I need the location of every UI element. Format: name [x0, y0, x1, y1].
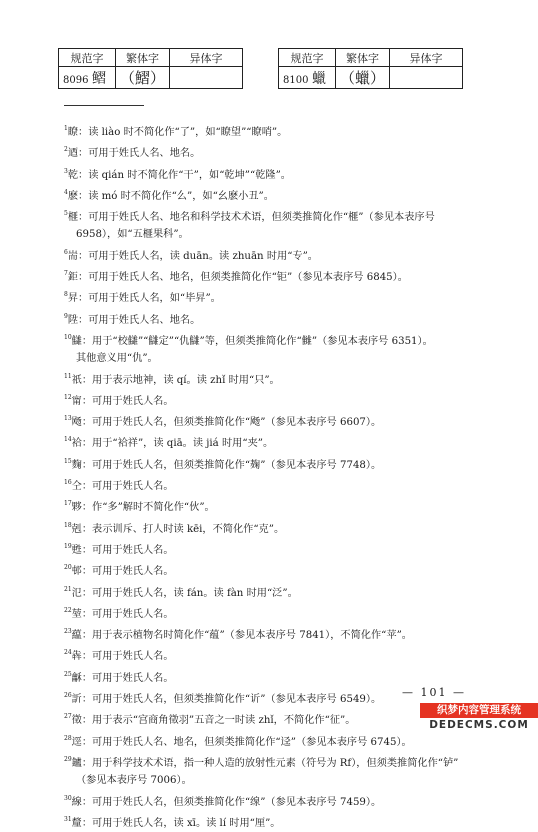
footnote-text: 麴：可用于姓氏人名，但须类推简化作“麹”（参见本表序号 7748）。 — [71, 459, 382, 471]
header-standard: 规范字 — [279, 49, 336, 67]
footnote-number: 2 — [64, 146, 68, 154]
footnote-number: 20 — [64, 564, 72, 572]
footnote-number: 23 — [64, 628, 72, 636]
footnote-item — [64, 559, 504, 580]
footnote-number: 24 — [64, 649, 72, 657]
footnote-item — [64, 453, 504, 474]
footnote-text: 陞：可用于姓氏人名、地名。 — [67, 314, 201, 326]
footnote-number: 31 — [64, 815, 72, 823]
footnote-item — [64, 265, 504, 286]
footnote-text: 甯：可用于姓氏人名。 — [71, 395, 174, 407]
footnote-text: 剋：表示训斥、打人时读 kēi，不简化作“克”。 — [71, 523, 285, 535]
char-code: 8096 — [63, 74, 89, 86]
footnote-number: 18 — [64, 521, 72, 529]
footnote-item — [64, 205, 504, 226]
footnote-text: 耑：可用于姓氏人名，读 duān。读 zhuān 时用“专”。 — [67, 250, 318, 262]
footnote-continuation: 其他意义用“仇”。 — [76, 353, 158, 365]
footnote-item — [64, 120, 504, 141]
footnote-text: 乾：读 qián 时不简化作“干”，如“乾坤”“乾隆”。 — [67, 169, 291, 181]
footnote-continuation: （参见本表序号 7006）。 — [76, 775, 192, 787]
footnote-item — [64, 538, 504, 559]
footnote-item — [64, 666, 504, 687]
footnote-number: 19 — [64, 542, 72, 550]
footnote-item — [64, 368, 504, 389]
footnote-item — [64, 410, 504, 431]
char-table-8096 — [58, 48, 243, 89]
footnote-number: 3 — [64, 167, 68, 175]
footnote-item — [64, 329, 504, 350]
footnote-number: 22 — [64, 606, 72, 614]
footnote-text: 釐：可用于姓氏人名，读 xī。读 lí 时用“厘”。 — [71, 817, 281, 829]
header-variant: 异体字 — [170, 49, 243, 67]
footnote-number: 15 — [64, 457, 72, 465]
variant-char — [390, 67, 463, 89]
footnote-text: 鑪：用于科学技术术语，指一种人造的放射性元素（符号为 Rf），但须类推简化作“𬬻” — [71, 757, 459, 769]
footnote-number: 11 — [64, 372, 72, 380]
footnote-text: 線：可用于姓氏人名，但须类推简化作“缐”（参见本表序号 7459）。 — [71, 796, 382, 808]
footnote-item — [64, 141, 504, 162]
footnote-number: 17 — [64, 500, 72, 508]
footnote-number: 5 — [64, 210, 68, 218]
footnote-divider — [64, 105, 144, 106]
watermark-title: 织梦内容管理系统 — [420, 703, 538, 718]
footnote-text: 夥：作“多”解时不简化作“伙”。 — [71, 502, 215, 514]
page-number: — 101 — — [402, 686, 466, 699]
footnote-text: 氾：可用于姓氏人名，读 fán。读 fàn 时用“泛”。 — [71, 587, 298, 599]
footnote-item — [64, 602, 504, 623]
footnote-text: 鉅：可用于姓氏人名、地名，但须类推简化作“钜”（参见本表序号 6845）。 — [67, 272, 408, 284]
footnote-item — [64, 811, 504, 832]
footnote-text: 堃：可用于姓氏人名。 — [71, 608, 174, 620]
footnote-text: 昇：可用于姓氏人名，如“毕昇”。 — [67, 293, 221, 305]
footnote-number: 4 — [64, 188, 68, 196]
standard-char-cell — [59, 67, 116, 89]
footnote-item — [64, 184, 504, 205]
footnote-item — [64, 389, 504, 410]
footnote-item — [64, 286, 504, 307]
footnote-text: 瞭：读 liào 时不简化作“了”，如“瞭望”“瞭哨”。 — [67, 127, 288, 138]
footnote-item — [64, 244, 504, 265]
footnote-number: 14 — [64, 436, 72, 444]
standard-char-cell — [279, 67, 336, 89]
footnote-item — [64, 163, 504, 184]
header-variant: 异体字 — [390, 49, 463, 67]
footnote-text: 袷：用于“袷祥”，读 qiā。读 jiá 时用“夹”。 — [71, 438, 274, 450]
footnote-number: 10 — [64, 333, 72, 341]
footnote-number: 25 — [64, 670, 72, 678]
footnote-text: 藴：用于表示植物名时简化作“蕴”（参见本表序号 7841），不简化作“苹”。 — [71, 630, 412, 642]
standard-char: 鳛 — [91, 70, 106, 87]
footnote-item — [64, 308, 504, 329]
footnote-number: 27 — [64, 713, 72, 721]
footnote-item — [64, 517, 504, 538]
footnote-item — [64, 644, 504, 665]
footnote-number: 28 — [64, 734, 72, 742]
footnote-item — [64, 751, 504, 772]
footnote-number: 6 — [64, 248, 68, 256]
footnote-text: 逕：可用于姓氏人名、地名，但须类推简化作“迳”（参见本表序号 6745）。 — [71, 736, 412, 748]
traditional-char: （蠟） — [336, 67, 390, 89]
footnote-item — [64, 581, 504, 602]
footnote-text: 迺：可用于姓氏人名、地名。 — [67, 148, 201, 160]
footnote-text: 飏：可用于姓氏人名，但须类推简化作“飏”（参见本表序号 6607）。 — [71, 417, 382, 429]
footnote-number: 8 — [64, 291, 68, 299]
footnote-number: 30 — [64, 794, 72, 802]
footnote-text: 龢：可用于姓氏人名。 — [71, 672, 174, 684]
footnote-text: 麽：读 mó 时不简化作“么”，如“幺麽小丑”。 — [67, 190, 274, 202]
footnote-number: 9 — [64, 312, 68, 320]
variant-char — [170, 67, 243, 89]
footnote-number: 21 — [64, 585, 72, 593]
footnote-text: 徵：用于表示“宫商角徵羽”五音之一时读 zhǐ，不简化作“征”。 — [71, 715, 356, 727]
footnote-item — [64, 431, 504, 452]
watermark-url: DEDECMS.COM — [429, 719, 529, 731]
footnote-item — [64, 474, 504, 495]
footnote-number: 1 — [64, 125, 68, 132]
footnote-item — [64, 623, 504, 644]
footnote-text: 仝：可用于姓氏人名。 — [71, 481, 174, 493]
footnote-number: 16 — [64, 479, 72, 487]
footnote-continuation: 6958），如“五榧果科”。 — [76, 229, 189, 241]
traditional-char: （鰼） — [116, 67, 170, 89]
footnote-item — [64, 495, 504, 516]
footnote-number: 13 — [64, 415, 72, 423]
footnote-number: 12 — [64, 393, 72, 401]
footnote-text: 甦：可用于姓氏人名。 — [71, 544, 174, 556]
footnote-text: 邨：可用于姓氏人名。 — [71, 566, 174, 578]
footnote-number: 29 — [64, 755, 72, 763]
footnote-text: 祇：用于表示地神，读 qí。读 zhǐ 时用“只”。 — [71, 374, 280, 386]
footnote-text: 讎：用于“校讎”“讎定”“仇讎”等，但须类推简化作“雠”（参见本表序号 6351）。 — [71, 335, 433, 347]
footnote-number: 7 — [64, 270, 68, 278]
footnote-number: 26 — [64, 692, 72, 700]
header-standard: 规范字 — [59, 49, 116, 67]
footnote-text: 犇：可用于姓氏人名。 — [71, 651, 174, 663]
header-traditional: 繁体字 — [336, 49, 390, 67]
header-traditional: 繁体字 — [116, 49, 170, 67]
char-table-8100 — [278, 48, 463, 89]
standard-char: 蠟 — [311, 70, 326, 87]
footnote-text: 訢：可用于姓氏人名，但须类推简化作“䜣”（参见本表序号 6549）。 — [71, 694, 382, 706]
footnote-text: 榧：可用于姓氏人名、地名和科学技术术语，但须类推简化作“榧”（参见本表序号 — [67, 212, 435, 224]
footnote-item — [64, 790, 504, 811]
char-code: 8100 — [283, 74, 309, 86]
